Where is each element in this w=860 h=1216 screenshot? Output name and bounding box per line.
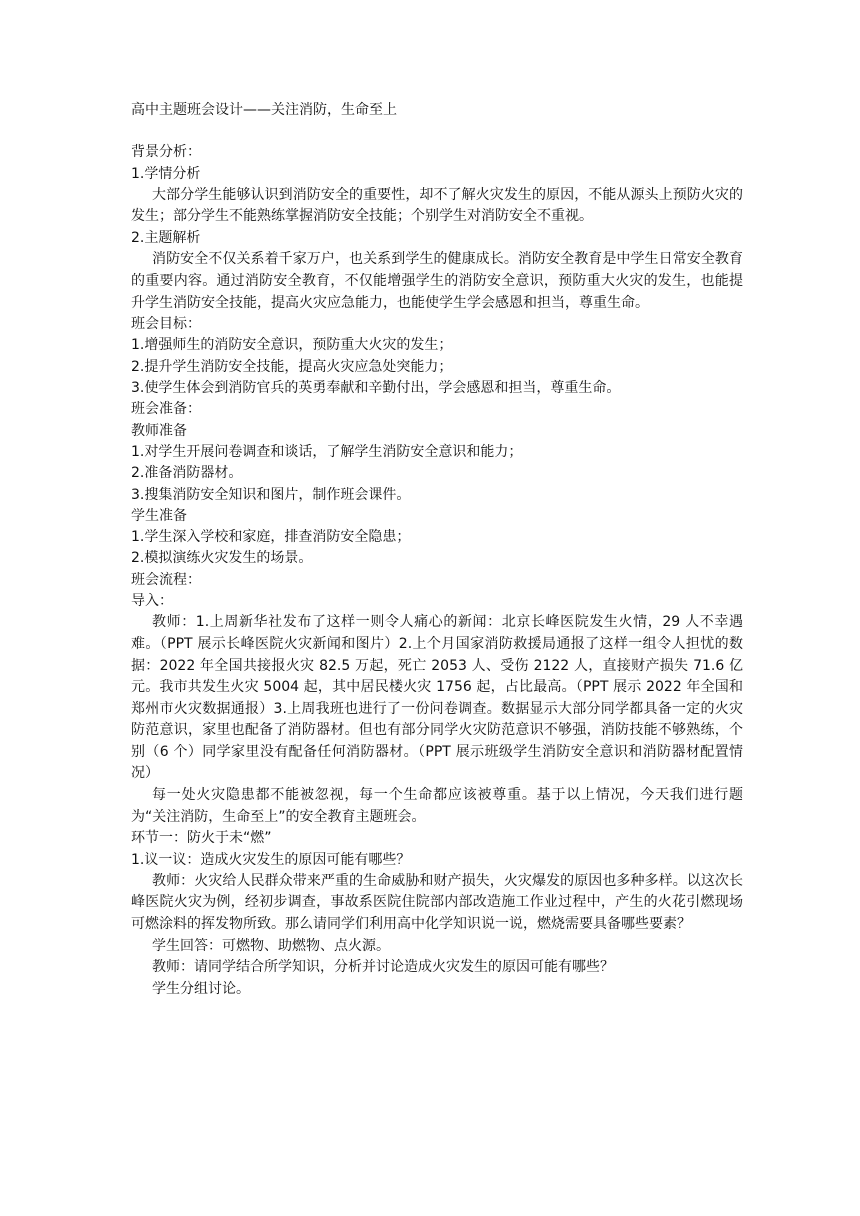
section-one-heading: 环节一：防火于未“燃”: [131, 830, 272, 847]
student-answer: 学生回答：可燃物、助燃物、点火源。: [152, 937, 390, 954]
teacher-prep-item: 1.对学生开展问卷调查和谈话，了解学生消防安全意识和能力；: [131, 443, 523, 460]
goal-item: 1.增强师生的消防安全意识，预防重大火灾的发生；: [131, 337, 453, 354]
background-heading: 背景分析：: [131, 144, 201, 161]
document-page: [131, 100, 743, 1000]
intro-paragraph: 每一处火灾隐患都不能被忽视，每一个生命都应该被尊重。基于以上情况，今天我们进行题为“关注消防，生命至上”的安全教育主题班会。: [131, 787, 743, 825]
intro-heading: 导入：: [131, 593, 173, 610]
theme-analysis-heading: 2.主题解析: [131, 230, 201, 247]
teacher-paragraph: 教师：请同学结合所学知识，分析并讨论造成火灾发生的原因可能有哪些？: [152, 959, 614, 976]
teacher-prep-item: 3.搜集消防安全知识和图片，制作班会课件。: [131, 486, 411, 503]
student-activity: 学生分组讨论。: [152, 980, 250, 997]
learning-analysis-heading: 1.学情分析: [131, 165, 201, 182]
teacher-paragraph: 教师：火灾给人民群众带来严重的生命威胁和财产损失，火灾爆发的原因也多种多样。以这次长峰医院火灾为例，经初步调查，事故系医院住院部内部改造施工作业过程中，产生的火花引燃现场可燃涂料的挥发物所致。那么请同学们利用高中化学知识说一说，燃烧需要具备哪些要素？: [131, 872, 743, 933]
learning-analysis-paragraph: 大部分学生能够认识到消防安全的重要性，却不了解火灾发生的原因，不能从源头上预防火灾的发生；部分学生不能熟练掌握消防安全技能；个别学生对消防安全不重视。: [131, 186, 743, 225]
document-title: 高中主题班会设计——关注消防，生命至上: [131, 102, 397, 118]
teacher-prep-heading: 教师准备: [131, 422, 187, 439]
theme-analysis-paragraph: 消防安全不仅关系着千家万户，也关系到学生的健康成长。消防安全教育是中学生日常安全教育的重要内容。通过消防安全教育，不仅能增强学生的消防安全意识，预防重大火灾的发生，也能提升学生消防安全技能，提高火灾应急能力，也能使学生学会感恩和担当，尊重生命。: [131, 251, 743, 311]
process-heading: 班会流程：: [131, 571, 201, 588]
goals-heading: 班会目标：: [131, 316, 201, 333]
student-prep-item: 2.模拟演练火灾发生的场景。: [131, 550, 313, 567]
student-prep-heading: 学生准备: [131, 507, 187, 524]
intro-paragraph: 教师：1.上周新华社发布了这样一则令人痛心的新闻：北京长峰医院发生火情，29 人不幸遇难。（PPT 展示长峰医院火灾新闻和图片）2.上个月国家消防救援局通报了这样一组令人担忧的数据：2022 年全国共接报火灾 82.5 万起，死亡 2053 人、受伤 2122 人，直接财产损失 71.6 亿元。我市共发生火灾 5004 起，其中居民楼火灾 1756 起，占比最高。（PPT 展示 2022 年全国和郑州市火灾数据通报）3.上周我班也进行了一份问卷调查。数据显示大部分同学都具备一定的火灾防范意识，家里也配备了消防器材。但也有部分同学火灾防范意识不够强，消防技能不够熟练，个别（6 个）同学家里没有配备任何消防器材。（PPT 展示班级学生消防安全意识和消防器材配置情况）: [131, 614, 743, 782]
teacher-prep-item: 2.准备消防器材。: [131, 465, 243, 482]
discussion-question: 1.议一议：造成火灾发生的原因可能有哪些？: [131, 851, 411, 868]
goal-item: 3.使学生体会到消防官兵的英勇奉献和辛勤付出，学会感恩和担当，尊重生命。: [131, 380, 621, 397]
student-prep-item: 1.学生深入学校和家庭，排查消防安全隐患；: [131, 529, 411, 546]
goal-item: 2.提升学生消防安全技能，提高火灾应急处突能力；: [131, 358, 453, 375]
prep-heading: 班会准备：: [131, 401, 201, 418]
